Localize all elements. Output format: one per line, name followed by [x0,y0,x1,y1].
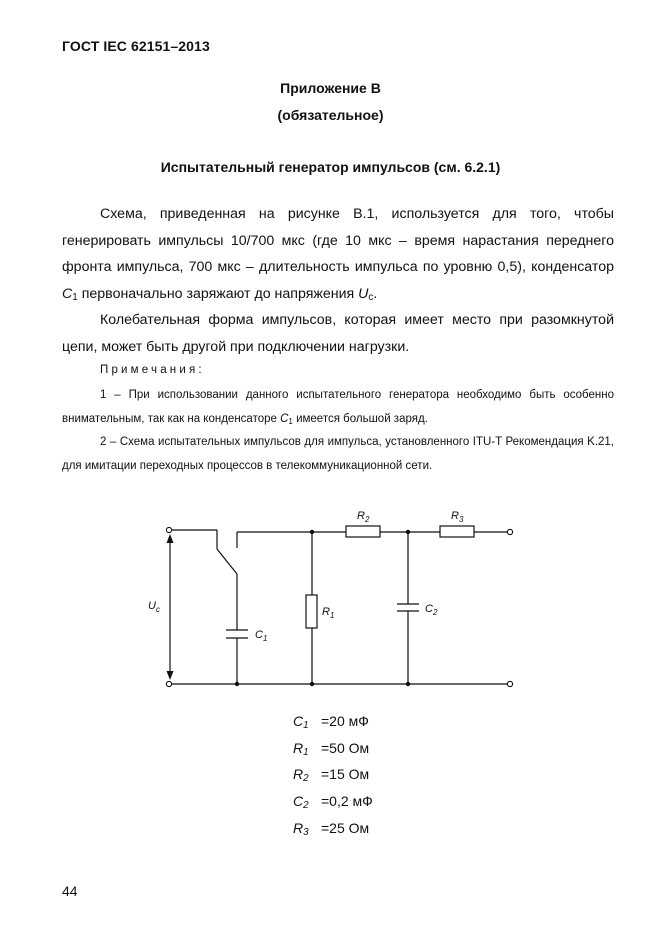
label-c2: $C_2$ [425,603,438,617]
label-r3: $R_3$ [451,510,464,524]
page-number: 44 [62,883,78,899]
section-title: Испытательный генератор импульсов (см. 6.2.1) [160,159,501,175]
junction-r1-top [310,530,314,534]
uc-arrow-down [167,671,174,680]
document-header: ГОСТ IEC 62151–2013 [62,38,210,54]
circuit-diagram [0,500,661,700]
paragraph-1: Схема, приведенная на рисунке В.1, используется для того, чтобы генерировать импульсы 10/700 мкс (где 10 мкс – время нарастания переднего фронта импульса, 700 мкс – длительность импульса по уровню 0,5), конденсатор $C_1$ первоначально заряжают до напряжения $U_c$. [62,206,614,303]
terminal-out-top [507,529,512,534]
resistor-r3 [440,526,474,537]
terminal-in-bottom [166,681,171,686]
label-uc: $U_c$ [148,600,160,614]
label-r2: $R_2$ [357,510,370,524]
switch-blade [217,549,237,574]
notes-heading: Примечания: [100,364,205,376]
note-1: 1 – При использовании данного испытательного генератора необходимо быть особенно внимательным, так как на конденсаторе $C_1$ имеется большой заряд. [62,389,614,426]
terminal-out-bottom [507,681,512,686]
resistor-r2 [346,526,380,537]
legend-row: $R_1 =50$ Ом [293,739,370,758]
appendix-title: Приложение В [280,80,381,96]
note-2: 2 – Схема испытательных импульсов для импульса, установленного ITU-T Рекомендация K.21, для имитации переходных процессов в телекоммуникационной сети. [62,436,614,472]
terminal-in-top [166,527,171,532]
legend-row: $C_1 =20$ мФ [293,713,369,731]
junction-r1-bottom [310,682,314,686]
paragraph-2: Колебательная форма импульсов, которая имеет место при разомкнутой цепи, может быть другой при подключении нагрузки. [62,312,614,355]
uc-arrow-up [167,534,174,543]
junction-c1-bottom [235,682,239,686]
junction-c2-bottom [406,682,410,686]
appendix-status: (обязательное) [277,107,384,123]
junction-c2-top [406,530,410,534]
component-values [293,708,373,841]
label-r1: $R_1$ [322,606,335,620]
legend-row: $R_3 =25$ Ом [293,819,370,838]
label-c1: $C_1$ [255,629,268,643]
legend-row: $R_2 =15$ Ом [293,766,370,785]
resistor-r1 [306,595,317,628]
legend-row: $C_2 =0,2$ мФ [293,793,373,812]
